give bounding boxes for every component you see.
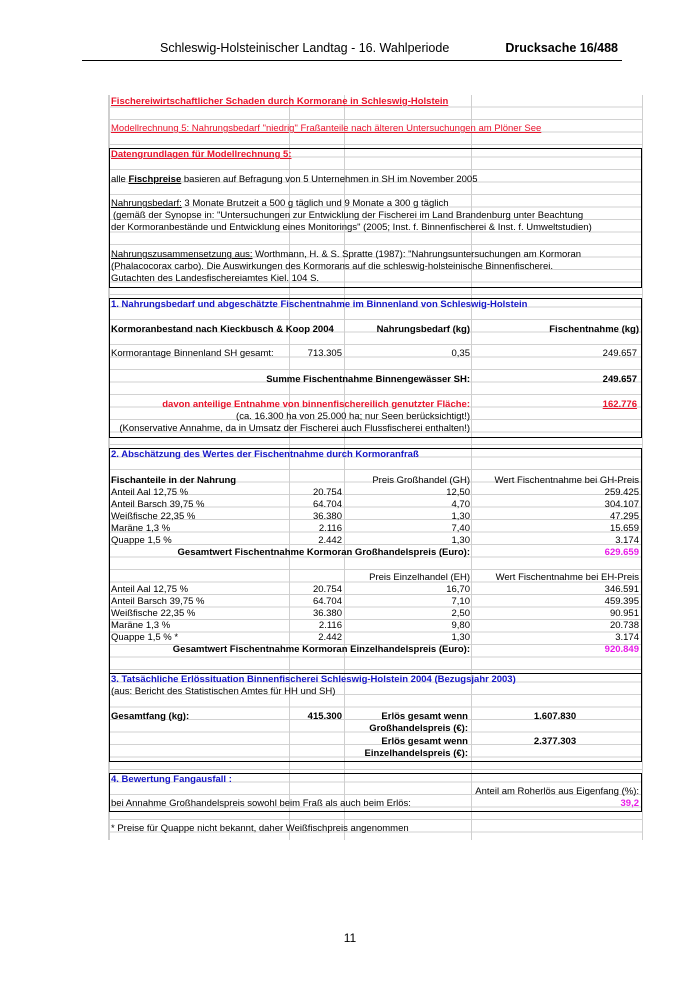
fish-kg: 2.116 bbox=[318, 523, 342, 534]
fish-kg: 36.380 bbox=[312, 608, 342, 619]
spreadsheet bbox=[108, 95, 643, 840]
fish-name: Anteil Aal 12,75 % bbox=[111, 487, 189, 498]
header-title: Schleswig-Holsteinischer Landtag - 16. Wahlperiode bbox=[160, 41, 450, 55]
s1-row-label: Kormorantage Binnenland SH gesamt: bbox=[111, 348, 274, 359]
fish-name: Maräne 1,3 % bbox=[111, 620, 171, 631]
s2-total-eh-value: 920.849 bbox=[604, 644, 639, 655]
s3-eh-value: 2.377.303 bbox=[533, 736, 577, 747]
page-header bbox=[82, 40, 622, 61]
fish-value: 90.951 bbox=[609, 608, 639, 619]
fish-kg: 2.116 bbox=[318, 620, 342, 631]
section-3-title: 3. Tatsächliche Erlössituation Binnenfischerei Schleswig-Holstein 2004 (Bezugsjahr 2003) bbox=[111, 674, 516, 685]
s4-col-header: Anteil am Roherlös aus Eigenfang (%): bbox=[475, 786, 639, 797]
model-title: Modellrechnung 5: Nahrungsbedarf "niedrig" Fraßanteile nach älteren Untersuchungen am Plöner See bbox=[111, 123, 542, 134]
sheet-title: Fischereiwirtschaftlicher Schaden durch Kormorane in Schleswig-Holstein bbox=[111, 96, 449, 107]
s3-gh-label-1: Erlös gesamt wenn bbox=[381, 711, 468, 722]
fish-kg: 2.442 bbox=[318, 535, 342, 546]
fish-value: 20.738 bbox=[609, 620, 639, 631]
s3-source: (aus: Bericht des Statistischen Amtes für HH und SH) bbox=[111, 686, 336, 697]
s2-col-gh-value: Wert Fischentnahme bei GH-Preis bbox=[494, 475, 639, 486]
need-note: Nahrungsbedarf: 3 Monate Brutzeit a 500 g täglich und 9 Monate a 300 g täglich bbox=[111, 198, 449, 209]
s1-row-need: 0,35 bbox=[451, 348, 470, 359]
s2-total-gh-value: 629.659 bbox=[604, 547, 639, 558]
fish-price: 9,80 bbox=[451, 620, 470, 631]
s1-col-need: Nahrungsbedarf (kg) bbox=[376, 324, 470, 335]
fish-price: 16,70 bbox=[446, 584, 470, 595]
fish-name: Anteil Barsch 39,75 % bbox=[111, 499, 205, 510]
fish-price: 7,10 bbox=[451, 596, 470, 607]
s1-share-label: davon anteilige Entnahme von binnenfischereilich genutzter Fläche: bbox=[162, 399, 470, 410]
fish-price: 1,30 bbox=[451, 535, 470, 546]
fish-value: 47.295 bbox=[609, 511, 639, 522]
prices-note: alle Fischpreise basieren auf Befragung von 5 Unternehmen in SH im November 2005 bbox=[111, 174, 478, 185]
fish-kg: 2.442 bbox=[318, 632, 342, 643]
section-1-title: 1. Nahrungsbedarf und abgeschätzte Fischentnahme im Binnenland von Schleswig-Holstein bbox=[111, 299, 528, 310]
s1-row-days: 713.305 bbox=[307, 348, 342, 359]
s2-total-gh-label: Gesamtwert Fischentnahme Kormoran Großhandelspreis (Euro): bbox=[177, 547, 470, 558]
need-source-2: der Kormoranbestände und Entwicklung eines Monitorings" (2005; Inst. f. Binnenfischerei & Inst. f. Umweltstudien) bbox=[111, 222, 592, 233]
s1-sum-label: Summe Fischentnahme Binnengewässer SH: bbox=[266, 374, 470, 385]
fish-kg: 20.754 bbox=[312, 487, 342, 498]
section-4-title: 4. Bewertung Fangausfall : bbox=[111, 774, 232, 785]
fish-name: Weißfische 22,35 % bbox=[111, 608, 196, 619]
fish-value: 304.107 bbox=[604, 499, 639, 510]
s1-col-stock: Kormoranbestand nach Kieckbusch & Koop 2004 bbox=[111, 324, 334, 335]
fish-value: 3.174 bbox=[615, 535, 639, 546]
fish-name: Maräne 1,3 % bbox=[111, 523, 171, 534]
need-source-1: (gemäß der Synopse in: "Untersuchungen zur Entwicklung der Fischerei im Land Brandenburg unter Beachtung bbox=[113, 210, 584, 221]
s1-share-value: 162.776 bbox=[602, 399, 637, 410]
fish-name: Anteil Aal 12,75 % bbox=[111, 584, 189, 595]
fish-value: 15.659 bbox=[609, 523, 639, 534]
fish-name: Quappe 1,5 % * bbox=[111, 632, 179, 643]
s3-gh-value: 1.607.830 bbox=[533, 711, 577, 722]
s2-col-eh-value: Wert Fischentnahme bei EH-Preis bbox=[495, 572, 639, 583]
s2-total-eh-label: Gesamtwert Fischentnahme Kormoran Einzelhandelspreis (Euro): bbox=[172, 644, 470, 655]
section-2-title: 2. Abschätzung des Wertes der Fischentnahme durch Kormoranfraß bbox=[111, 449, 419, 460]
fish-price: 12,50 bbox=[446, 487, 470, 498]
s2-col-gh-price: Preis Großhandel (GH) bbox=[372, 475, 470, 486]
fish-price: 1,30 bbox=[451, 511, 470, 522]
composition-source-1: (Phalacocorax carbo). Die Auswirkungen des Kormorans auf die schleswig-holsteinische Binnenfischerei. bbox=[111, 261, 553, 272]
s1-col-removal: Fischentnahme (kg) bbox=[549, 324, 639, 335]
s2-col-label: Fischanteile in der Nahrung bbox=[111, 475, 237, 486]
page-number: 11 bbox=[343, 931, 357, 945]
s4-row-value: 39,2 bbox=[620, 798, 639, 809]
fish-price: 4,70 bbox=[451, 499, 470, 510]
s3-eh-label-2: Einzelhandelspreis (€): bbox=[364, 748, 468, 759]
fish-kg: 20.754 bbox=[312, 584, 342, 595]
s3-catch-value: 415.300 bbox=[307, 711, 342, 722]
s3-eh-label-1: Erlös gesamt wenn bbox=[381, 736, 468, 747]
fish-name: Weißfische 22,35 % bbox=[111, 511, 196, 522]
fish-price: 1,30 bbox=[451, 632, 470, 643]
footnote: * Preise für Quappe nicht bekannt, daher Weißfischpreis angenommen bbox=[111, 823, 409, 834]
composition-note: Nahrungszusammensetzung aus: Worthmann, H. & S. Spratte (1987): "Nahrungsuntersuchungen am Kormoran bbox=[111, 249, 582, 260]
fish-name: Quappe 1,5 % bbox=[111, 535, 172, 546]
s1-note-2: (Konservative Annahme, da in Umsatz der Fischerei auch Flussfischerei enthalten!) bbox=[119, 423, 470, 434]
fish-kg: 64.704 bbox=[312, 499, 342, 510]
fish-price: 2,50 bbox=[451, 608, 470, 619]
s3-gh-label-2: Großhandelspreis (€): bbox=[369, 723, 468, 734]
basis-title: Datengrundlagen für Modellrechnung 5: bbox=[111, 149, 292, 160]
fish-kg: 64.704 bbox=[312, 596, 342, 607]
fish-price: 7,40 bbox=[451, 523, 470, 534]
s2-col-eh-price: Preis Einzelhandel (EH) bbox=[369, 572, 470, 583]
s3-catch-label: Gesamtfang (kg): bbox=[111, 711, 190, 722]
fish-name: Anteil Barsch 39,75 % bbox=[111, 596, 205, 607]
fish-kg: 36.380 bbox=[312, 511, 342, 522]
fish-value: 459.395 bbox=[604, 596, 639, 607]
composition-source-2: Gutachten des Landesfischereiamtes Kiel. 104 S. bbox=[111, 273, 320, 284]
s4-row-label: bei Annahme Großhandelspreis sowohl beim Fraß als auch beim Erlös: bbox=[111, 798, 411, 809]
fish-value: 259.425 bbox=[604, 487, 639, 498]
s1-sum-value: 249.657 bbox=[602, 374, 637, 385]
s1-row-removal: 249.657 bbox=[602, 348, 637, 359]
fish-value: 346.591 bbox=[604, 584, 639, 595]
s1-note-1: (ca. 16.300 ha von 25.000 ha; nur Seen berücksichtigt!) bbox=[236, 411, 470, 422]
document-number: Drucksache 16/488 bbox=[505, 41, 618, 55]
fish-value: 3.174 bbox=[615, 632, 639, 643]
